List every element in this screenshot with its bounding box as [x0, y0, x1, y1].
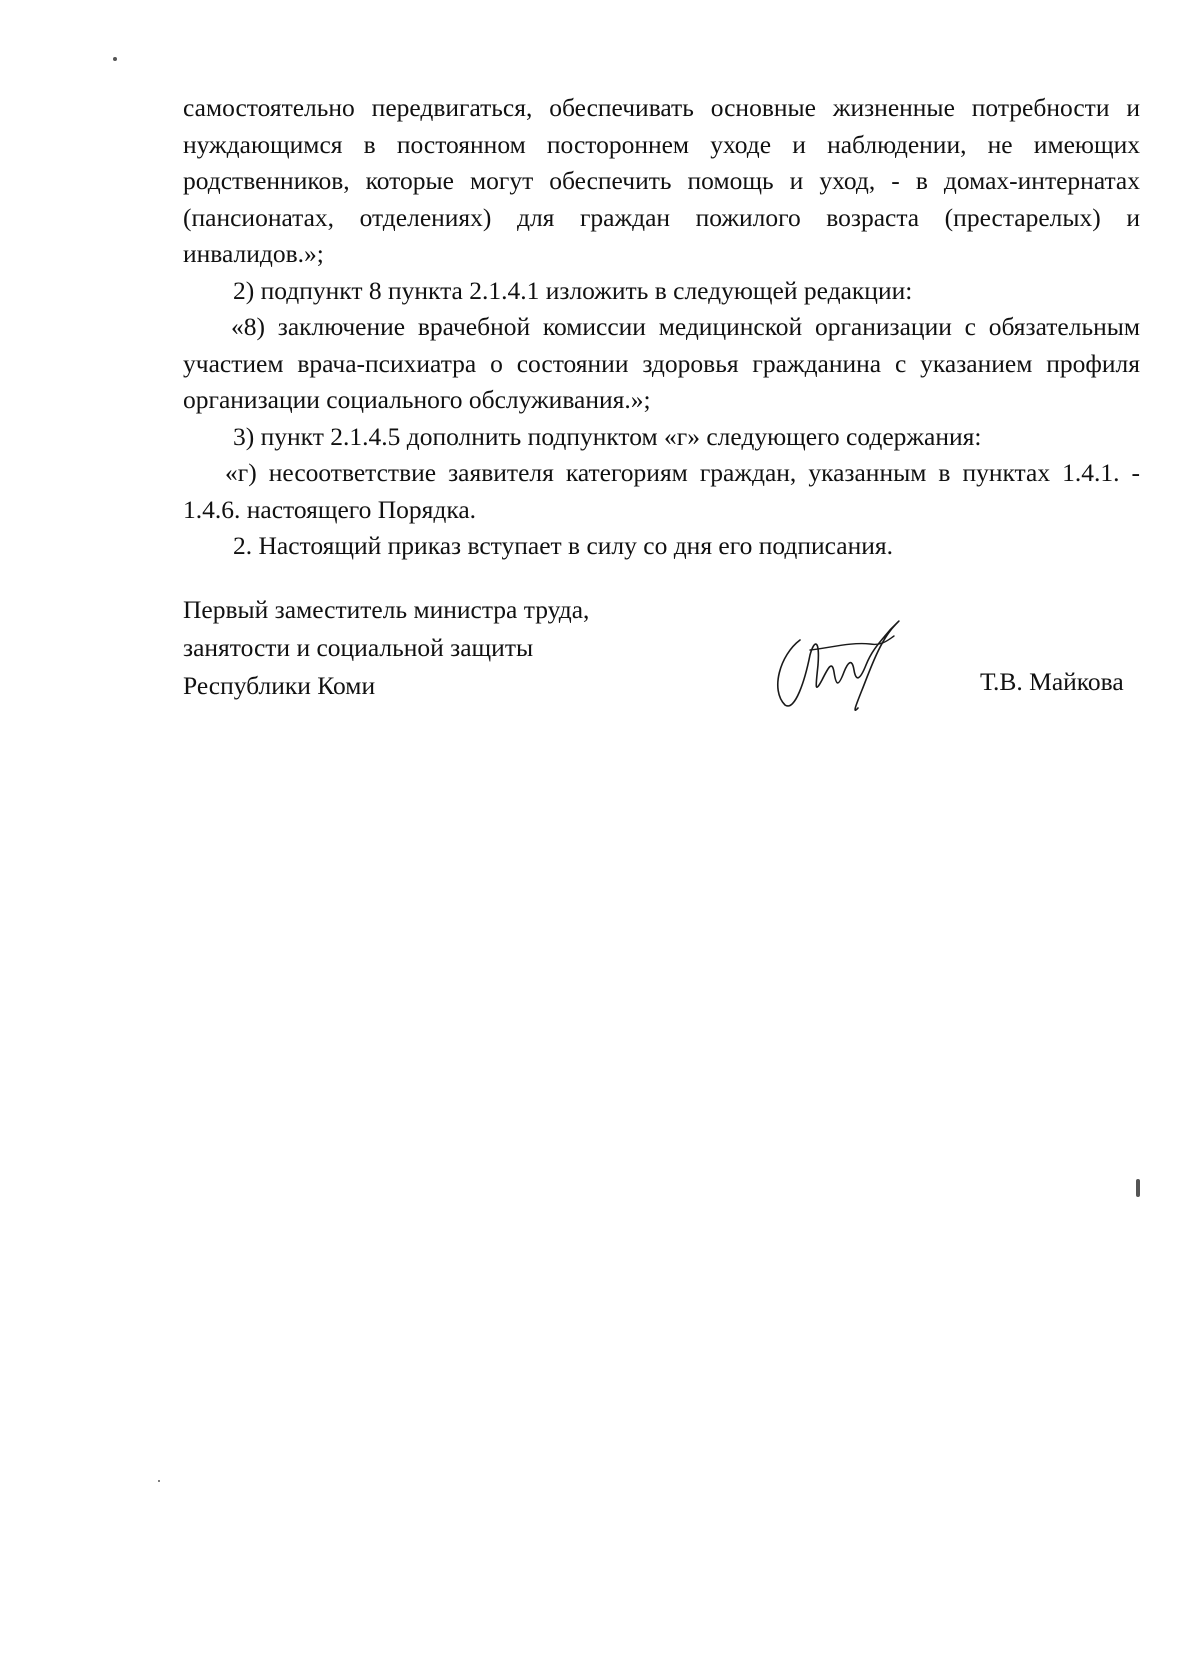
signer-title-line-2: занятости и социальной защиты: [183, 633, 534, 662]
paragraph-subpoint-8-text: «8) заключение врачебной комиссии медицинской организации с обязательным участием врача-психиатра о состоянии здоровья гражданина с указанием профиля организации социального обслуживания.»;: [183, 312, 1140, 414]
scan-speck: [1136, 1179, 1140, 1197]
paragraph-effective-date: 2. Настоящий приказ вступает в силу со дня его подписания.: [233, 531, 893, 560]
scan-speck: [113, 57, 117, 61]
signer-title-line-3: Республики Коми: [183, 671, 376, 700]
paragraph-subpoint-2: 2) подпункт 8 пункта 2.1.4.1 изложить в следующей редакции:: [233, 275, 913, 305]
scan-speck: [158, 1480, 160, 1482]
paragraph-subpoint-3: 3) пункт 2.1.4.5 дополнить подпунктом «г» следующего содержания:: [233, 421, 982, 451]
document-body: [183, 90, 1140, 565]
signer-title: [183, 591, 589, 705]
signer-title-line-1: Первый заместитель министра труда,: [183, 595, 590, 624]
handwritten-signature: [770, 610, 920, 720]
signer-name: Т.В. Майкова: [980, 667, 1124, 696]
paragraph-continuation: самостоятельно передвигаться, обеспечивать основные жизненные потребности и нуждающимся в постоянном постороннем уходе и наблюдении, не имеющих родственников, которые могут обеспечить помощь и уход, - в домах-интернатах (пансионатах, отделениях) для граждан пожилого возраста (престарелых) и инвалидов.»;: [183, 93, 1140, 268]
paragraph-subpoint-g-text: «г) несоответствие заявителя категориям граждан, указанным в пунктах 1.4.1. - 1.4.6. настоящего Порядка.: [183, 458, 1140, 524]
